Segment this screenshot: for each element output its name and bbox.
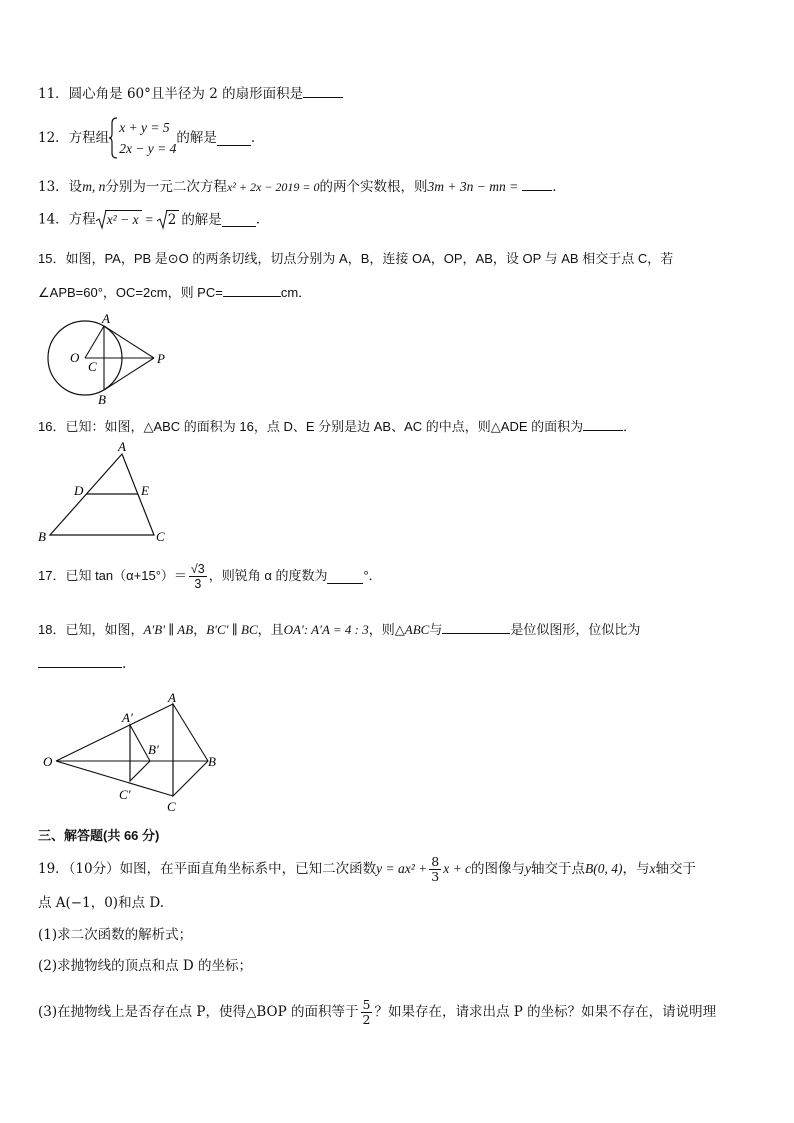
answer-blank: [583, 416, 623, 431]
q18-mid2: 与: [429, 622, 443, 637]
radicand-rhs: 2: [166, 210, 180, 229]
figure-circle-tangents: [38, 308, 178, 408]
answer-blank: [522, 176, 552, 191]
q14-end: ．: [255, 211, 270, 228]
q17-end: °．: [363, 568, 382, 583]
q19-prefix: 19．（10分）如图，在平面直角坐标系中，已知二次函数: [38, 861, 377, 877]
answer-blank: [303, 83, 343, 98]
label-a: A: [118, 439, 126, 454]
q19-point-b: B(0, 4): [585, 861, 623, 876]
sqrt-2: [157, 210, 180, 229]
q19-mid4: 轴交于: [655, 861, 697, 877]
question-19: [38, 849, 696, 889]
label-a-prime: A′: [122, 710, 133, 725]
frac-denominator: 2: [362, 1011, 371, 1027]
radical-icon: [96, 210, 107, 230]
label-a: A: [102, 311, 110, 326]
label-b: B: [208, 754, 216, 769]
equation-system: [109, 117, 176, 159]
q12-end: ．: [250, 130, 265, 146]
q12-suffix: 的解是: [176, 130, 217, 146]
fraction-8-over-3: [429, 855, 441, 884]
label-p: P: [157, 351, 165, 366]
q19-sub3-a: (3)在抛物线上是否存在点 P，使得△BOP 的面积等于: [38, 1004, 359, 1020]
label-d: D: [74, 483, 84, 498]
label-o: O: [43, 754, 53, 769]
equation-1: x + y = 5: [119, 120, 170, 135]
q14-suffix: 的解是: [181, 211, 222, 228]
question-19-line2: 点 A(−1，0)和点 D.: [38, 895, 164, 911]
fraction-sqrt3-over-3: [189, 562, 207, 591]
label-c: C: [88, 359, 97, 374]
sqrt-expression: [96, 210, 142, 229]
q13-mid2: 的两个实数根，则: [319, 179, 428, 195]
figure-triangle-midline: [36, 438, 176, 548]
q19-function-rest: x + c: [443, 861, 472, 876]
q19-mid: 的图像与: [471, 861, 526, 877]
question-14: [38, 210, 269, 234]
question-16: [38, 416, 636, 436]
label-c: C: [167, 799, 176, 814]
label-b-prime: B′: [148, 742, 159, 757]
label-b: B: [98, 392, 106, 407]
equals-sign: =: [144, 211, 154, 227]
q18-sep1: ，: [193, 622, 207, 637]
q18-prefix: 18．已知，如图，: [38, 622, 144, 637]
q18-abc: ABC: [404, 622, 430, 637]
equation-2: 2x − y = 4: [119, 141, 177, 156]
q15-line2-a: ∠APB=60°，OC=2cm，则 PC=: [38, 285, 223, 300]
q15-line2-b: cm．: [280, 285, 312, 300]
ray-oc: [56, 761, 173, 796]
q18-parallel-2: B′C′ ∥ BC: [206, 622, 258, 637]
q11-text: 11．圆心角是 60°且半径为 2 的扇形面积是: [38, 86, 304, 102]
q18-mid: ，则△: [368, 622, 405, 637]
q14-prefix: 14．方程: [38, 211, 96, 228]
answer-blank: [217, 131, 251, 146]
q19-y-axis: y: [525, 861, 532, 876]
question-15-line1: 15．如图，PA，PB 是⊙O 的两条切线，切点分别为 A，B，连接 OA，OP，AB，设 OP 与 AB 相交于点 C，若: [38, 251, 674, 266]
question-19-sub3: [38, 992, 716, 1032]
tangent-pb: [104, 358, 154, 390]
triangle-abc: [173, 704, 208, 796]
q16-end: ．: [623, 419, 637, 434]
frac-numerator: 5: [362, 996, 371, 1012]
q13-end: ．: [552, 179, 566, 195]
q13-mid: 分别为一元二次方程: [105, 179, 227, 195]
answer-blank: [222, 212, 256, 227]
fraction-5-over-2: [361, 998, 373, 1027]
answer-blank: [223, 282, 281, 297]
answer-blank: [38, 653, 122, 668]
q13-equation: x² + 2x − 2019 = 0: [226, 180, 320, 194]
q16-text: 16．已知：如图，△ABC 的面积为 16，点 D、E 分别是边 AB、AC 的中点，则△ADE 的面积为: [38, 419, 584, 434]
q12-prefix: 12．方程组: [38, 130, 110, 146]
label-e: E: [141, 483, 149, 498]
q18-sep2: ，且: [257, 622, 284, 637]
triangle-a1b1c1: [130, 725, 150, 781]
q13-expression: 3m + 3n − mn =: [427, 179, 519, 194]
question-19-sub1: (1)求二次函数的解析式；: [38, 927, 193, 943]
question-11: [38, 83, 343, 103]
radicand: x² − x: [105, 210, 142, 229]
q17-prefix: 17．已知 tan（α+15°）＝: [38, 568, 187, 583]
q13-vars: m, n: [82, 179, 106, 194]
q19-mid2: 轴交于点: [531, 861, 586, 877]
label-a: A: [168, 690, 176, 705]
q19-sub3-b: ？如果存在，请求出点 P 的坐标？如果不存在，请说明理: [374, 1004, 717, 1020]
frac-denominator: 3: [431, 868, 440, 884]
question-18-line2: [38, 653, 126, 673]
q18-parallel-1: A′B′ ∥ AB: [143, 622, 194, 637]
question-19-sub2: (2)求抛物线的顶点和点 D 的坐标；: [38, 958, 253, 974]
q18-end: .: [122, 656, 127, 672]
tangent-pa: [104, 326, 154, 358]
frac-numerator: √3: [190, 561, 205, 576]
q19-function: y = ax² +: [376, 861, 428, 876]
q13-prefix: 13．设: [38, 179, 83, 195]
segment-oa: [85, 326, 104, 358]
brace-icon: [109, 117, 118, 159]
question-15-line2: [38, 282, 311, 302]
q18-ratio: OA′: A′A = 4 : 3: [283, 622, 369, 637]
answer-blank: [327, 569, 363, 584]
label-b: B: [38, 529, 46, 544]
q19-x-axis: x: [649, 861, 656, 876]
radical-icon: [157, 210, 168, 230]
frac-numerator: 8: [431, 853, 440, 869]
question-18: [38, 619, 640, 639]
q17-suffix: ，则锐角 α 的度数为: [208, 568, 328, 583]
q18-suffix: 是位似图形，位似比为: [510, 622, 641, 637]
section-title: 三、解答题(共 66 分): [38, 828, 160, 843]
question-17: [38, 555, 382, 597]
figure-homothety: [40, 690, 230, 815]
label-c: C: [156, 529, 165, 544]
q19-mid3: ，与: [622, 861, 650, 877]
question-12: [38, 117, 264, 161]
answer-blank: [442, 619, 510, 634]
frac-denominator: 3: [194, 576, 202, 591]
question-13: [38, 176, 566, 196]
label-c-prime: C′: [119, 787, 131, 802]
label-o: O: [70, 350, 80, 365]
